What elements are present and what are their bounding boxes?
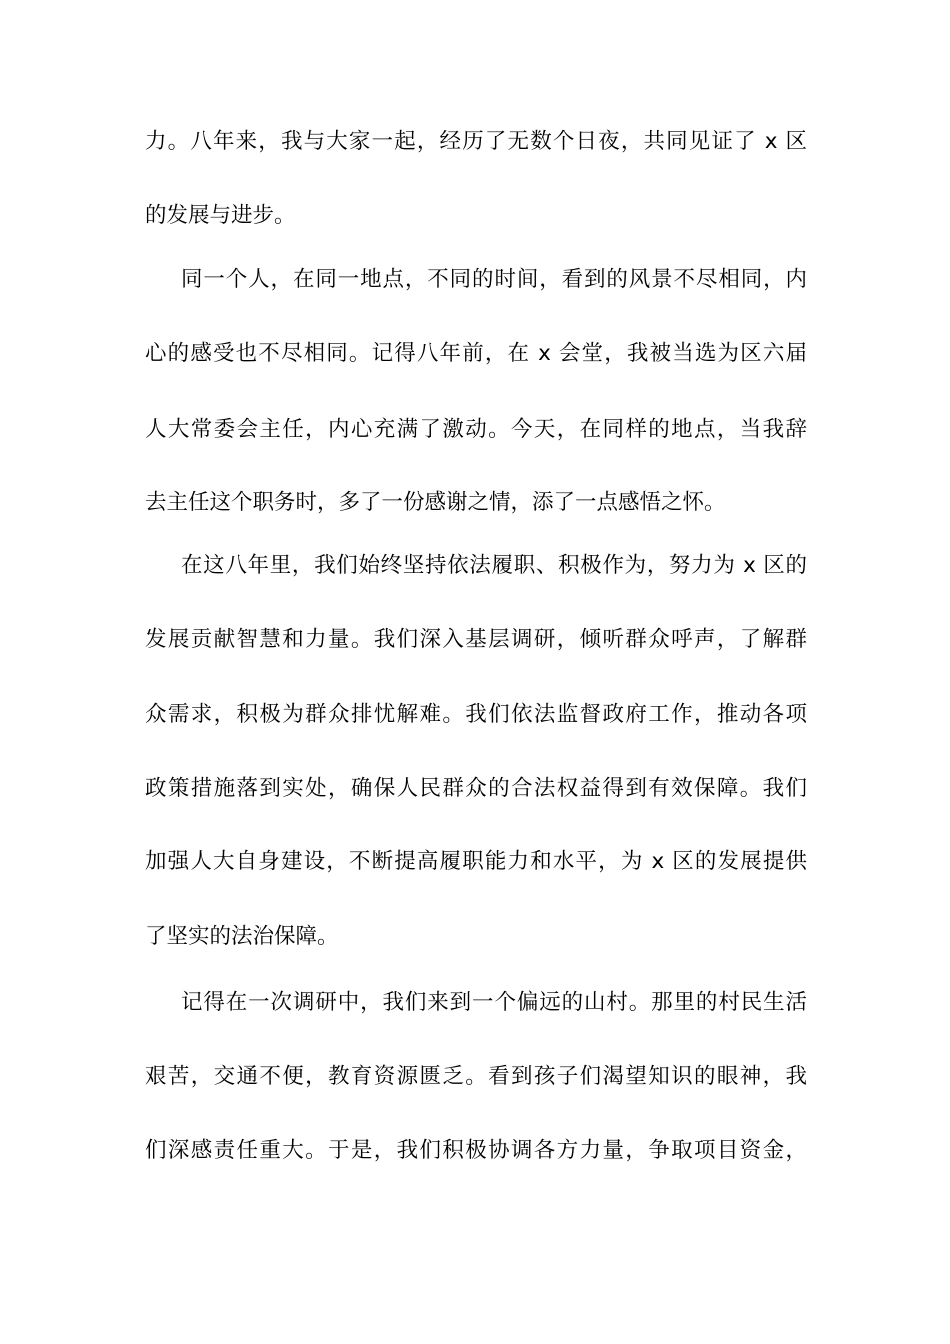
text-line: 同一个人，在同一地点，不同的时间，看到的风景不尽相同，内 (181, 267, 807, 292)
text-line: 记得在一次调研中，我们来到一个偏远的山村。那里的村民生活 (181, 990, 807, 1015)
text-line: 艰苦，交通不便，教育资源匮乏。看到孩子们渴望知识的眼神，我 (145, 1064, 807, 1089)
text-line: 心的感受也不尽相同。记得八年前，在 x 会堂，我被当选为区六届 (145, 341, 807, 366)
text-line: 发展贡献智慧和力量。我们深入基层调研，倾听群众呼声，了解群 (145, 627, 807, 652)
text-line: 的发展与进步。 (145, 203, 296, 228)
text-line: 众需求，积极为群众排忧解难。我们依法监督政府工作，推动各项 (145, 702, 807, 727)
text-line: 人大常委会主任，内心充满了激动。今天，在同样的地点，当我辞 (145, 417, 807, 442)
text-line: 政策措施落到实处，确保人民群众的合法权益得到有效保障。我们 (145, 776, 807, 801)
text-line: 力。八年来，我与大家一起，经历了无数个日夜，共同见证了 x 区 (145, 129, 807, 154)
text-line: 了坚实的法治保障。 (145, 924, 339, 949)
text-line: 去主任这个职务时，多了一份感谢之情，添了一点感悟之怀。 (145, 490, 726, 515)
text-line: 们深感责任重大。于是，我们积极协调各方力量，争取项目资金， (145, 1138, 807, 1163)
text-line: 加强人大自身建设，不断提高履职能力和水平，为 x 区的发展提供 (145, 849, 807, 874)
text-line: 在这八年里，我们始终坚持依法履职、积极作为，努力为 x 区的 (181, 553, 807, 578)
